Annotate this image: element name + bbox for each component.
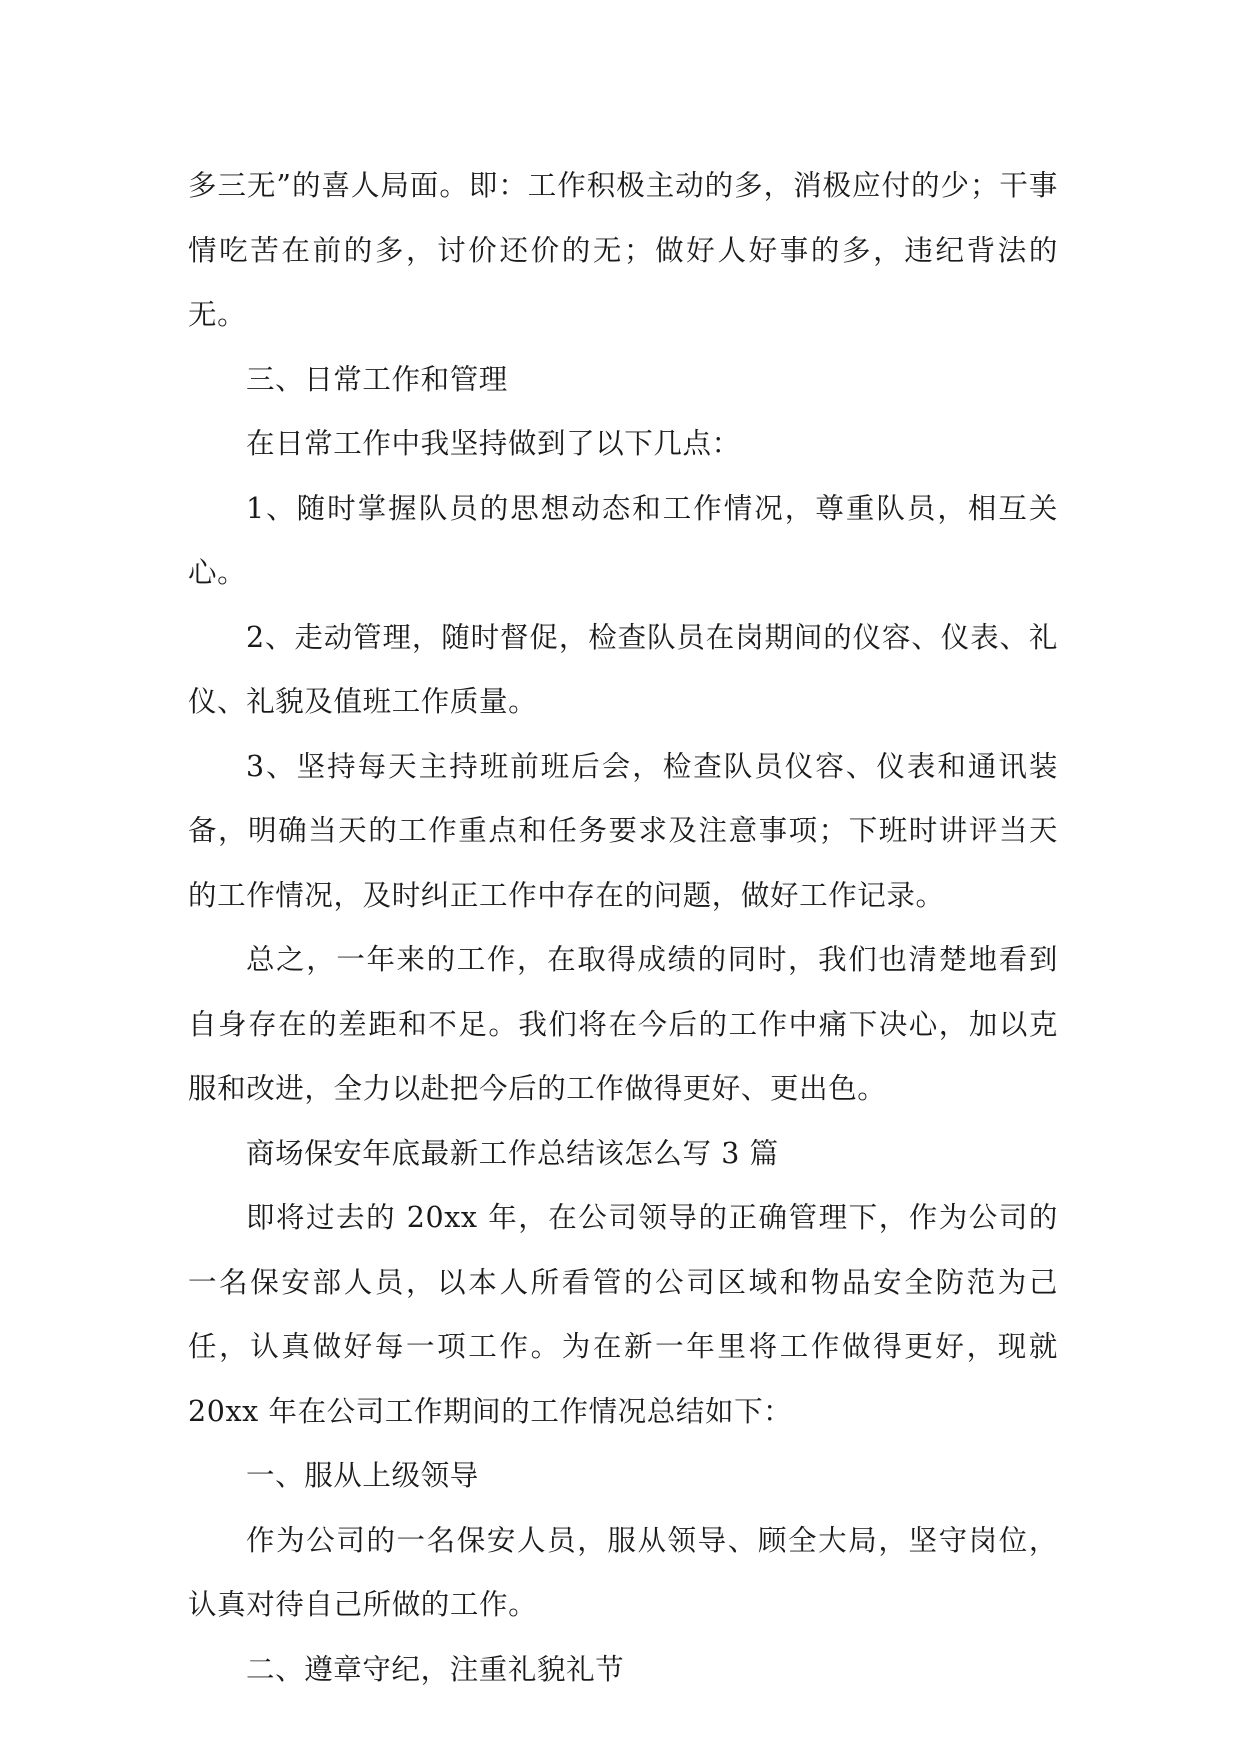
list-item-3: 3、坚持每天主持班前班后会，检查队员仪容、仪表和通讯装备，明确当天的工作重点和任务要求及注意事项；下班时讲评当天的工作情况，及时纠正工作中存在的问题，做好工作记录。 [188,749,1058,912]
heading-discipline-etiquette: 二、遵章守纪，注重礼貌礼节 [246,1652,625,1686]
paragraph-intro-points: 在日常工作中我坚持做到了以下几点： [246,427,741,460]
section-title: 商场保安年底最新工作总结该怎么写 3 篇 [246,1136,779,1170]
heading-obey-leadership: 一、服从上级领导 [246,1459,479,1492]
list-item-2: 2、走动管理，随时督促，检查队员在岗期间的仪容、仪表、礼仪、礼貌及值班工作质量。 [188,620,1058,718]
paragraph-continuation: 多三无”的喜人局面。即：工作积极主动的多，消极应付的少；干事情吃苦在前的多，讨价还价的无；做好人好事的多，违纪背法的无。 [188,169,1058,331]
heading-daily-work-management: 三、日常工作和管理 [246,362,508,396]
paragraph-conclusion: 总之，一年来的工作，在取得成绩的同时，我们也清楚地看到自身存在的差距和不足。我们将在今后的工作中痛下决心，加以克服和改进，全力以赴把今后的工作做得更好、更出色。 [188,943,1058,1105]
list-item-1: 1、随时掌握队员的思想动态和工作情况，尊重队员，相互关心。 [188,491,1058,589]
paragraph-opening: 即将过去的 20xx 年，在公司领导的正确管理下，作为公司的一名保安部人员，以本人所看管的公司区域和物品安全防范为己任，认真做好每一项工作。为在新一年里将工作做得更好，现就 20xx 年在公司工作期间的工作情况总结如下： [188,1201,1058,1428]
document-body [188,154,1058,1702]
paragraph-obey-leadership: 作为公司的一名保安人员，服从领导、顾全大局，坚守岗位，认真对待自己所做的工作。 [188,1523,1058,1621]
